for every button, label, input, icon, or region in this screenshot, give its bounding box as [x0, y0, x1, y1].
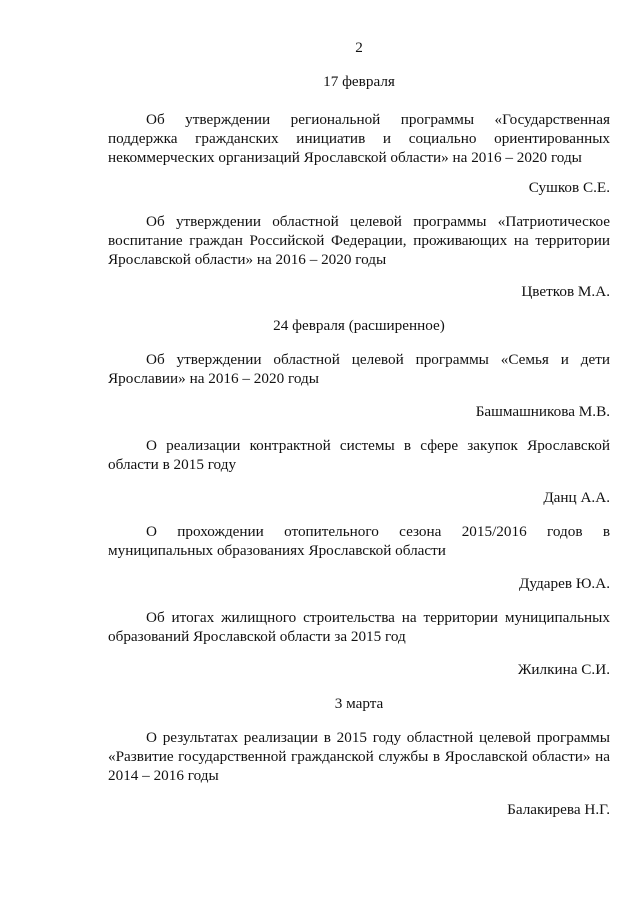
speaker-6: Жилкина С.И.	[517, 661, 610, 678]
agenda-item-2: Об утверждении областной целевой программы «Патриотическое воспитание граждан Российской Федерации, проживающих на территории Ярославской области» на 2016 – 2020 годы	[108, 213, 610, 268]
speaker-4: Данц А.А.	[543, 489, 610, 506]
speaker-1: Сушков С.Е.	[528, 179, 610, 196]
agenda-item-7: О результатах реализации в 2015 году областной целевой программы «Развитие государственной гражданской службы в Ярославской области» на 2014 – 2016 годы	[108, 729, 610, 784]
agenda-item-6: Об итогах жилищного строительства на территории муниципальных образований Ярославской области за 2015 год	[108, 609, 610, 645]
date-heading-mar-3: 3 марта	[334, 695, 384, 712]
agenda-item-4: О реализации контрактной системы в сфере закупок Ярославской области в 2015 году	[108, 437, 610, 473]
page-number: 2	[355, 39, 363, 56]
speaker-3: Башмашникова М.В.	[475, 403, 610, 420]
speaker-5: Дударев Ю.А.	[519, 575, 610, 592]
document-page	[108, 0, 610, 905]
agenda-item-1: Об утверждении региональной программы «Государственная поддержка гражданских инициатив и социально ориентированных некоммерческих организаций Ярославской области» на 2016 – 2020 годы	[108, 111, 610, 166]
date-heading-feb-17: 17 февраля	[323, 73, 395, 90]
agenda-item-3: Об утверждении областной целевой программы «Семья и дети Ярославии» на 2016 – 2020 годы	[108, 351, 610, 387]
agenda-item-5: О прохождении отопительного сезона 2015/2016 годов в муниципальных образованиях Ярославской области	[108, 523, 610, 559]
speaker-7: Балакирева Н.Г.	[507, 801, 610, 818]
date-heading-feb-24: 24 февраля (расширенное)	[273, 317, 445, 334]
speaker-2: Цветков М.А.	[521, 283, 610, 300]
